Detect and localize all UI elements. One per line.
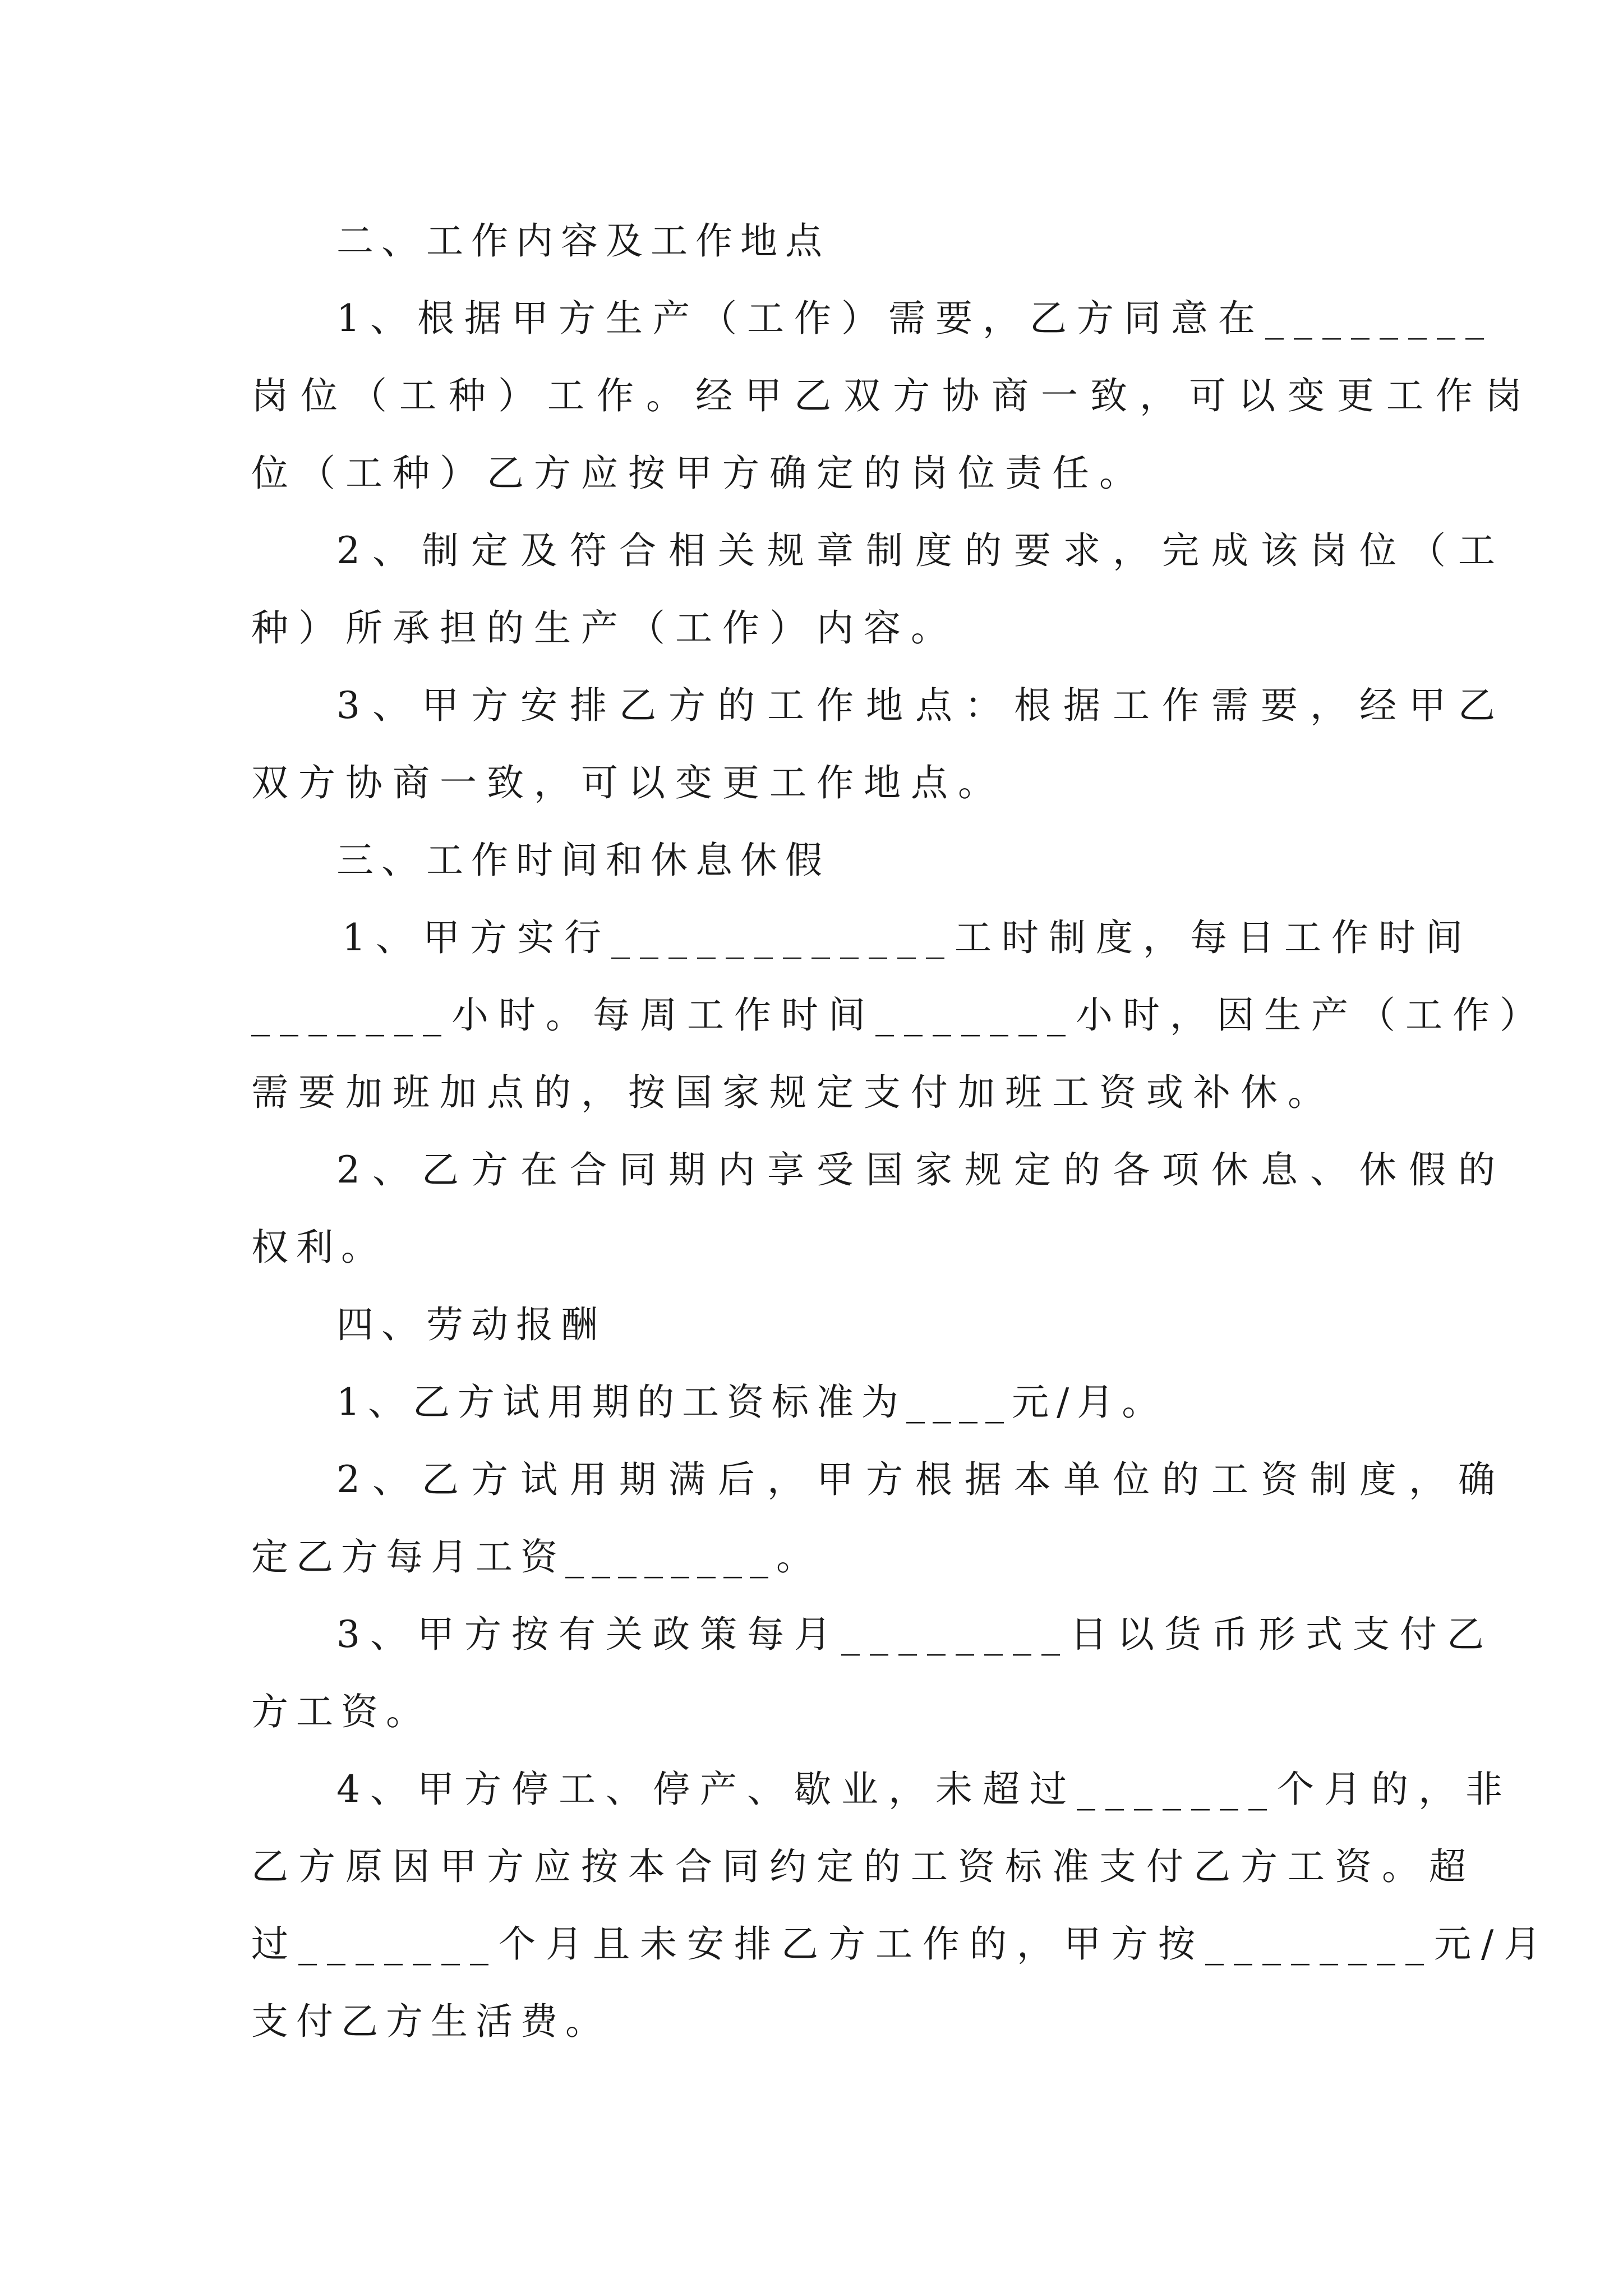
paragraph-line: 支付乙方生活费。 <box>251 2000 610 2043</box>
paragraph-line: 位（工种）乙方应按甲方确定的岗位责任。 <box>251 452 1146 495</box>
paragraph-line: 1、甲方实行____________工时制度，每日工作时间 <box>342 916 1473 959</box>
paragraph-line: 1、乙方试用期的工资标准为____元/月。 <box>336 1381 1167 1424</box>
paragraph-line: 岗位（工种）工作。经甲乙双方协商一致，可以变更工作岗 <box>251 374 1534 417</box>
paragraph-line: 双方协商一致，可以变更工作地点。 <box>251 761 1005 804</box>
paragraph-line: 乙方原因甲方应按本合同约定的工资标准支付乙方工资。超 <box>251 1845 1476 1888</box>
paragraph-line: 3、甲方按有关政策每月________日以货币形式支付乙 <box>336 1613 1494 1656</box>
paragraph-line: _______小时。每周工作时间_______小时，因生产（工作） <box>251 993 1547 1037</box>
paragraph-line: 3、甲方安排乙方的工作地点：根据工作需要，经甲乙 <box>336 684 1507 727</box>
section-heading-work-content: 二、工作内容及工作地点 <box>336 219 830 263</box>
paragraph-line: 种）所承担的生产（工作）内容。 <box>251 606 958 650</box>
paragraph-line: 方工资。 <box>251 1690 431 1733</box>
paragraph-line: 2、制定及符合相关规章制度的要求，完成该岗位（工 <box>336 529 1507 572</box>
paragraph-line: 2、乙方在合同期内享受国家规定的各项休息、休假的 <box>336 1148 1507 1191</box>
paragraph-line: 1、根据甲方生产（工作）需要，乙方同意在________ <box>336 297 1494 340</box>
paragraph-line: 权利。 <box>251 1226 386 1269</box>
paragraph-line: 过_______个月且未安排乙方工作的，甲方按________元/月 <box>251 1922 1551 1966</box>
paragraph-line: 4、甲方停工、停产、歇业，未超过_______个月的，非 <box>336 1768 1513 1811</box>
section-heading-remuneration: 四、劳动报酬 <box>336 1303 606 1346</box>
paragraph-line: 需要加班加点的，按国家规定支付加班工资或补休。 <box>251 1071 1335 1114</box>
paragraph-line: 定乙方每月工资________。 <box>251 1535 821 1579</box>
section-heading-work-time: 三、工作时间和休息休假 <box>336 839 830 882</box>
paragraph-line: 2、乙方试用期满后，甲方根据本单位的工资制度，确 <box>336 1458 1507 1501</box>
